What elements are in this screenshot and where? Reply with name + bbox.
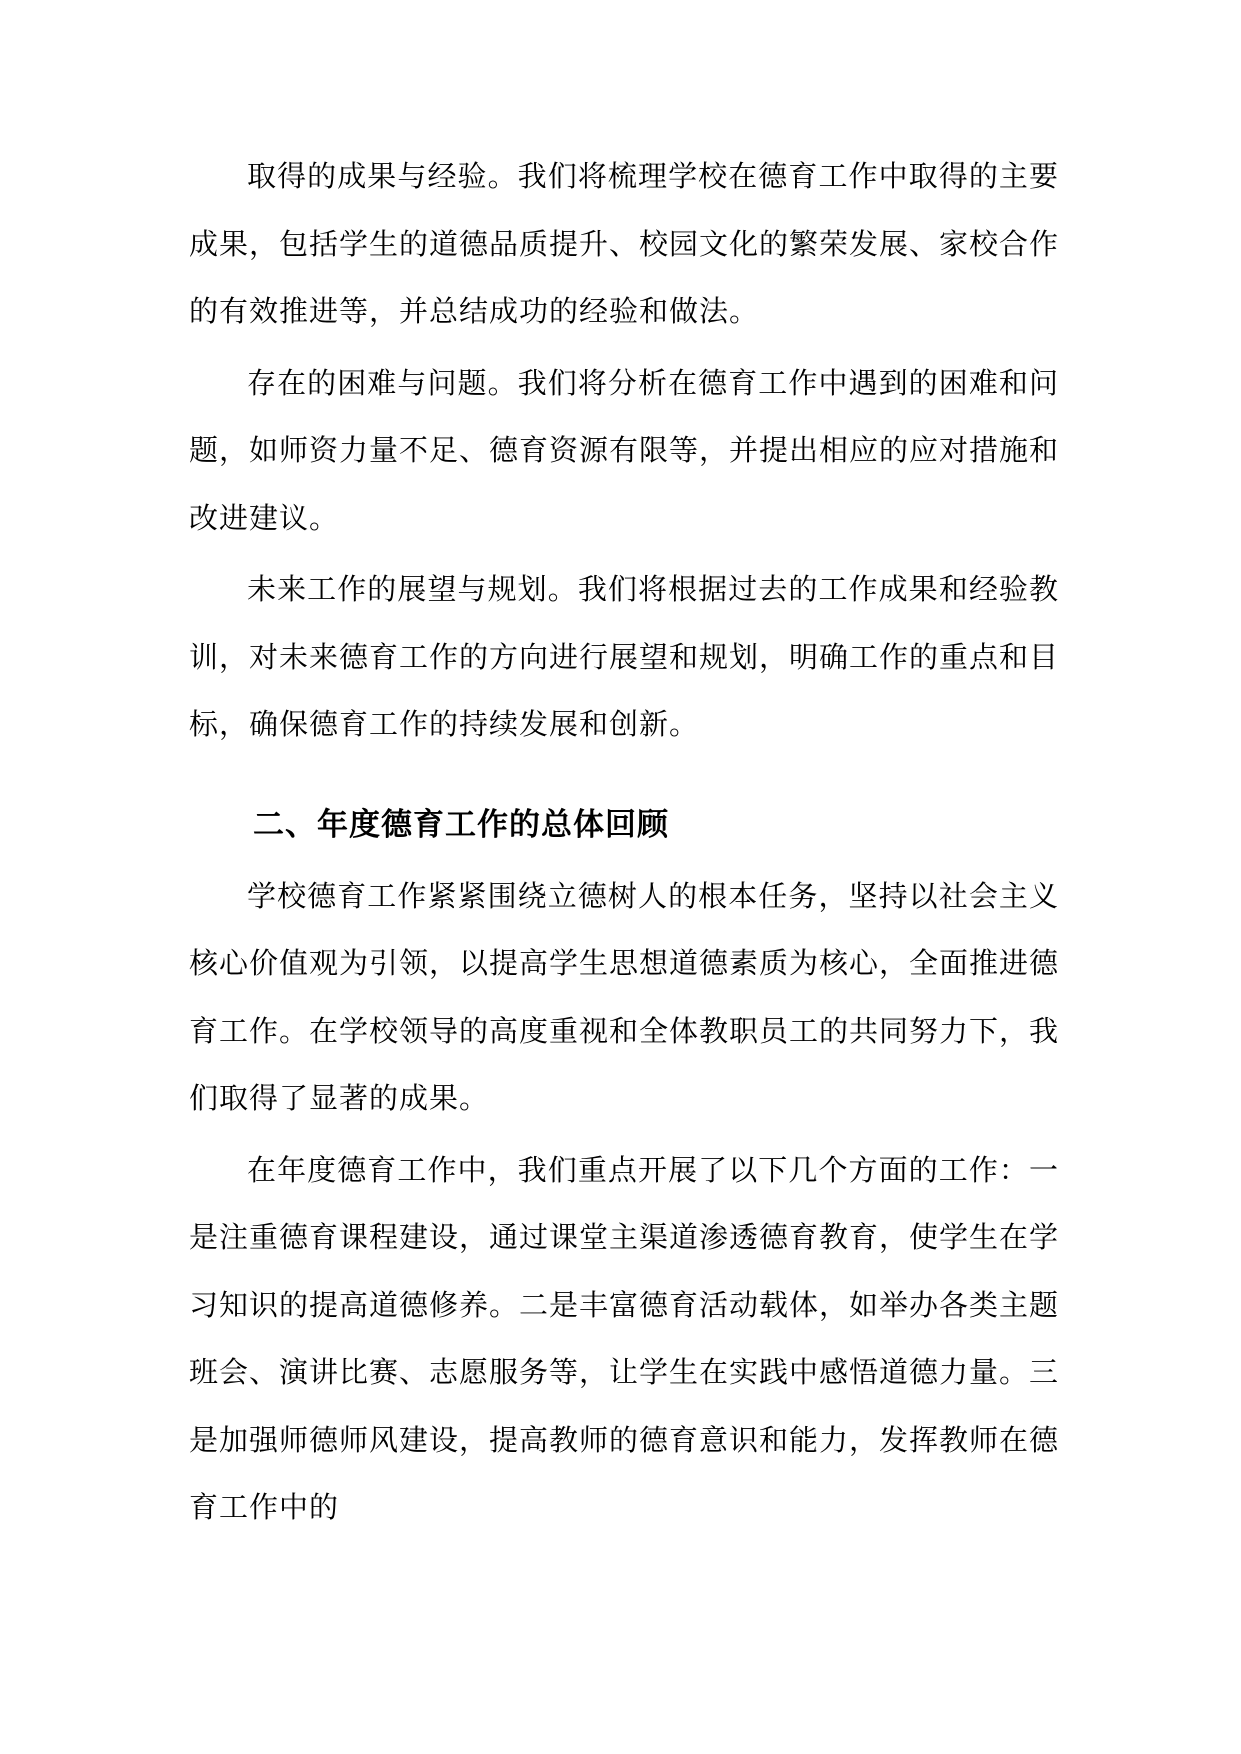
paragraph-achievements: 取得的成果与经验。我们将梳理学校在德育工作中取得的主要成果，包括学生的道德品质提升、校园文化的繁荣发展、家校合作的有效推进等，并总结成功的经验和做法。	[189, 159, 1060, 328]
paragraph-overview: 学校德育工作紧紧围绕立德树人的根本任务，坚持以社会主义核心价值观为引领，以提高学生思想道德素质为核心，全面推进德育工作。在学校领导的高度重视和全体教职员工的共同努力下，我们取得了显著的成果。	[189, 878, 1060, 1115]
paragraph-difficulties: 存在的困难与问题。我们将分析在德育工作中遇到的困难和问题，如师资力量不足、德育资源有限等，并提出相应的应对措施和改进建议。	[189, 365, 1060, 535]
document-body	[189, 143, 1059, 1542]
section-heading: 二、年度德育工作的总体回顾	[253, 806, 669, 843]
paragraph-key-work: 在年度德育工作中，我们重点开展了以下几个方面的工作：一是注重德育课程建设，通过课堂主渠道渗透德育教育，使学生在学习知识的提高道德修养。二是丰富德育活动载体，如举办各类主题班会、演讲比赛、志愿服务等，让学生在实践中感悟道德力量。三是加强师德师风建设，提高教师的德育意识和能力，发挥教师在德育工作中的	[189, 1152, 1060, 1524]
paragraph-outlook: 未来工作的展望与规划。我们将根据过去的工作成果和经验教训，对未来德育工作的方向进行展望和规划，明确工作的重点和目标，确保德育工作的持续发展和创新。	[189, 572, 1060, 741]
